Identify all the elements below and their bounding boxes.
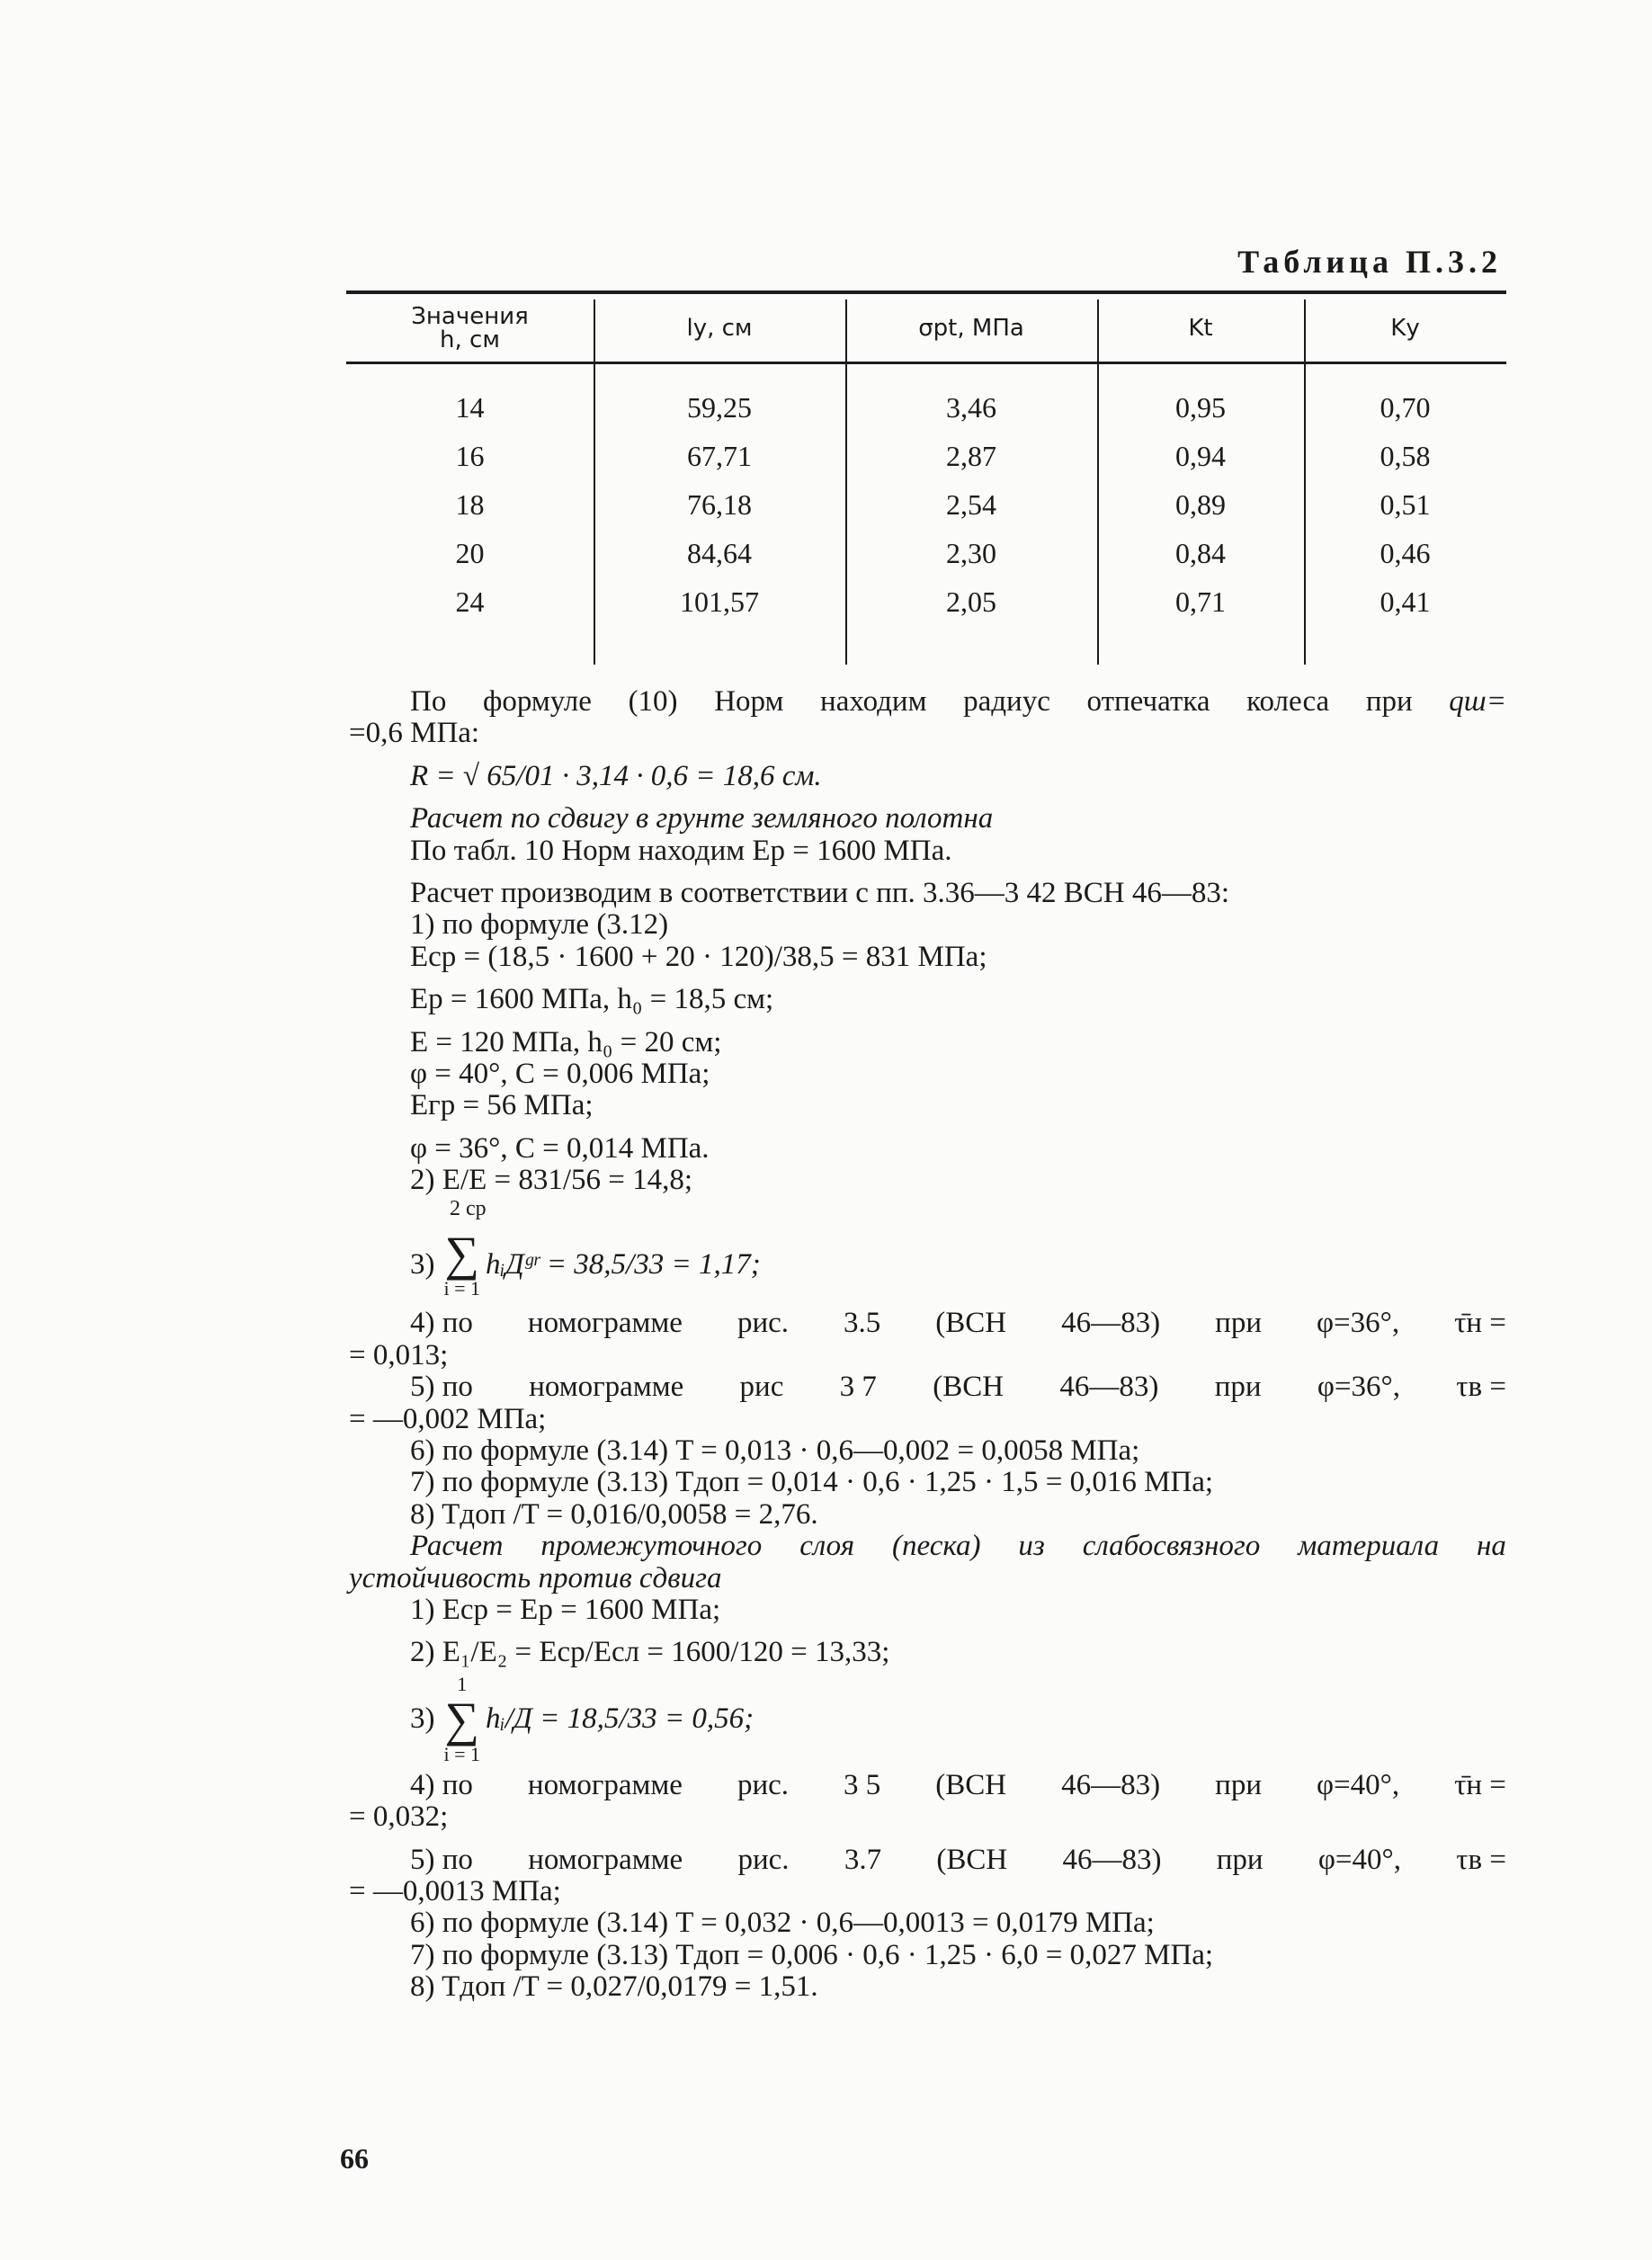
step-line: 1) по формуле (3.12) [410,908,669,942]
subscript-line: 2 ср [450,1197,487,1221]
sum-formula: 3) 1 ∑ i = 1 hᵢ/Д = 18,5/33 = 0,56; [410,1672,755,1765]
step-line: 1) Eср = Eр = 1600 МПа; [410,1593,721,1626]
page-number: 66 [340,2142,369,2175]
sum-symbol: 1 ∑ i = 1 [443,1672,481,1765]
section-heading: устойчивость против сдвига [349,1561,722,1595]
table-cell: 0,84 [1175,537,1226,569]
paragraph-line: По формуле (10) Норм находим радиус отпечатка колеса при qш= [410,685,1506,718]
step-line: 8) Tдоп /T = 0,027/0,0179 = 1,51. [410,1970,818,2004]
table-cell: 76,18 [687,488,752,521]
table-cell: 2,30 [946,537,996,569]
step-line: = 0,032; [349,1800,449,1834]
step-line: 2) E₁/E₂ = Eср/Eсл = 1600/120 = 13,33; [410,1636,890,1669]
step-line: 4) по номограмме рис. 3.5 (ВСН 46—83) при φ=36°, τ̄н = [410,1307,1506,1340]
formula-line: φ = 40°, C = 0,006 МПа; [410,1057,710,1090]
table-cell: 24 [455,585,485,618]
step-line: 5) по номограмме рис 3 7 (ВСН 46—83) при φ=36°, τв = [410,1371,1506,1404]
step-line: 6) по формуле (3.14) T = 0,013 · 0,6—0,002 = 0,0058 МПа; [410,1434,1140,1468]
paragraph-line: =0,6 МПа: [349,717,480,750]
column-header: σpt, МПа [918,314,1024,342]
table-cell: 0,70 [1380,391,1431,424]
column-header: Значения h, см [411,302,529,353]
column-header: lу, см [686,314,753,342]
step-line: 4) по номограмме рис. 3 5 (ВСН 46—83) при φ=40°, τ̄н = [410,1768,1506,1801]
table-cell: 67,71 [687,440,752,472]
table-cell: 84,64 [687,537,752,569]
step-line: = —0,0013 МПа; [349,1874,561,1907]
table-cell: 16 [455,440,485,472]
table-cell: 0,46 [1380,537,1431,569]
column-kt [1097,294,1304,626]
table-title: Таблица П.3.2 [1237,244,1502,280]
data-table [346,290,1506,665]
table-cell: 59,25 [687,391,752,424]
formula-line: R = √ 65/01 · 3,14 · 0,6 = 18,6 см. [410,759,822,792]
formula-line: φ = 36°, C = 0,014 МПа. [410,1131,710,1165]
step-line: = 0,013; [349,1338,449,1371]
table-cell: 18 [455,488,485,521]
step-line: 6) по формуле (3.14) T = 0,032 · 0,6—0,0013 = 0,0179 МПа; [410,1907,1155,1940]
column-header: Kt [1188,314,1213,342]
table-cell: 0,89 [1175,488,1226,521]
body-text [349,686,1506,2004]
step-line: 2) E/E = 831/56 = 14,8; [410,1164,693,1197]
table-cell: 0,51 [1380,488,1431,521]
formula-line: Eгр = 56 МПа; [410,1089,594,1122]
table-cell: 0,95 [1175,391,1226,424]
step-line: 5) по номограмме рис. 3.7 (ВСН 46—83) при φ=40°, τв = [410,1843,1506,1876]
table-cell: 14 [455,391,485,424]
table-cell: 2,87 [946,440,996,472]
paragraph-line: Расчет производим в соответствии с пп. 3.36—3 42 ВСН 46—83: [410,876,1230,909]
sum-formula: 3) ∑ i = 1 hᵢДᵍʳ = 38,5/33 = 1,17; [410,1227,761,1300]
step-line: = —0,002 МПа; [349,1402,547,1435]
table-cell: 2,54 [946,488,996,521]
table-cell: 2,05 [946,585,996,618]
step-line: 7) по формуле (3.13) Tдоп = 0,014 · 0,6 · 1,25 · 1,5 = 0,016 МПа; [410,1466,1214,1499]
sum-symbol: ∑ i = 1 [443,1227,481,1300]
step-line: 8) Tдоп /T = 0,016/0,0058 = 2,76. [410,1497,818,1531]
paragraph-line: По табл. 10 Норм находим Eр = 1600 МПа. [410,834,952,867]
table-cell: 0,94 [1175,440,1226,472]
section-heading: Расчет промежуточного слоя (песка) из слабосвязного материала на [410,1530,1506,1563]
formula-line: Eр = 1600 МПа, h₀ = 18,5 см; [410,983,774,1016]
table-cell: 0,41 [1380,585,1431,618]
table-cell: 20 [455,537,485,569]
table-cell: 101,57 [680,585,759,618]
table-cell: 3,46 [946,391,996,424]
table-cell: 0,58 [1380,440,1431,472]
column-h [346,294,594,626]
column-header: Kу [1390,314,1420,342]
table-cell: 0,71 [1175,585,1226,618]
formula-line: Eср = (18,5 · 1600 + 20 · 120)/38,5 = 831 МПа; [410,940,987,973]
column-ly [594,294,845,626]
step-line: 7) по формуле (3.13) Tдоп = 0,006 · 0,6 · 1,25 · 6,0 = 0,027 МПа; [410,1938,1214,1971]
column-ky [1304,294,1506,626]
formula-line: E = 120 МПа, h₀ = 20 см; [410,1025,722,1059]
section-heading: Расчет по сдвигу в грунте земляного полотна [410,802,994,835]
column-sigma [845,294,1097,626]
